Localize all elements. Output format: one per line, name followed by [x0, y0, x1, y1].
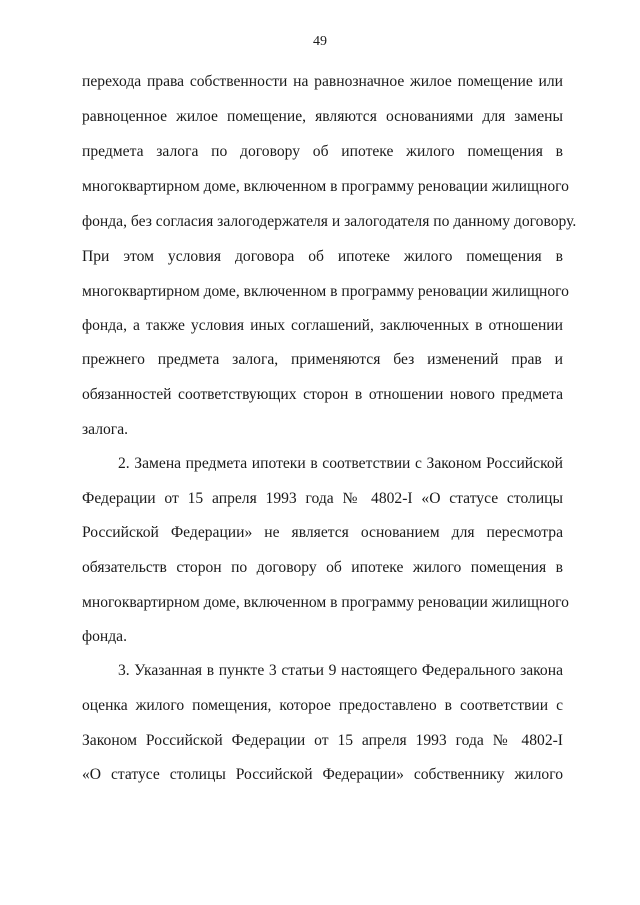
text-line: «О статусе столицы Российской Федерации» собственнику жилого — [82, 766, 563, 783]
text-line: многоквартирном доме, включенном в программу реновации жилищного — [82, 594, 569, 611]
text-line: При этом условия договора об ипотеке жилого помещения в — [82, 248, 563, 265]
page-number: 49 — [313, 34, 327, 49]
text-line: фонда, а также условия иных соглашений, заключенных в отношении — [82, 317, 563, 334]
text-line: обязательств сторон по договору об ипотеке жилого помещения в — [82, 559, 563, 576]
text-line: прежнего предмета залога, применяются без изменений прав и — [82, 351, 563, 368]
text-line: Российской Федерации» не является основанием для пересмотра — [82, 524, 563, 541]
paragraph-first-line: 2. Замена предмета ипотеки в соответствии с Законом Российской — [118, 455, 563, 472]
text-line: Федерации от 15 апреля 1993 года № 4802-I «О статусе столицы — [82, 490, 563, 507]
text-line: залога. — [82, 421, 129, 438]
text-line: фонда, без согласия залогодержателя и залогодателя по данному договору. — [82, 213, 577, 230]
text-line: Законом Российской Федерации от 15 апреля 1993 года № 4802-I — [82, 732, 563, 749]
text-line: равноценное жилое помещение, являются основаниями для замены — [82, 108, 563, 125]
text-line: фонда. — [82, 628, 127, 645]
text-line: многоквартирном доме, включенном в программу реновации жилищного — [82, 178, 569, 195]
text-line: оценка жилого помещения, которое предоставлено в соответствии с — [82, 697, 563, 714]
paragraph-first-line: 3. Указанная в пункте 3 статьи 9 настоящего Федерального закона — [118, 662, 563, 679]
text-line: многоквартирном доме, включенном в программу реновации жилищного — [82, 283, 569, 300]
text-line: перехода права собственности на равнозначное жилое помещение или — [82, 73, 563, 90]
text-line: обязанностей соответствующих сторон в отношении нового предмета — [82, 386, 563, 403]
text-line: предмета залога по договору об ипотеке жилого помещения в — [82, 143, 563, 160]
